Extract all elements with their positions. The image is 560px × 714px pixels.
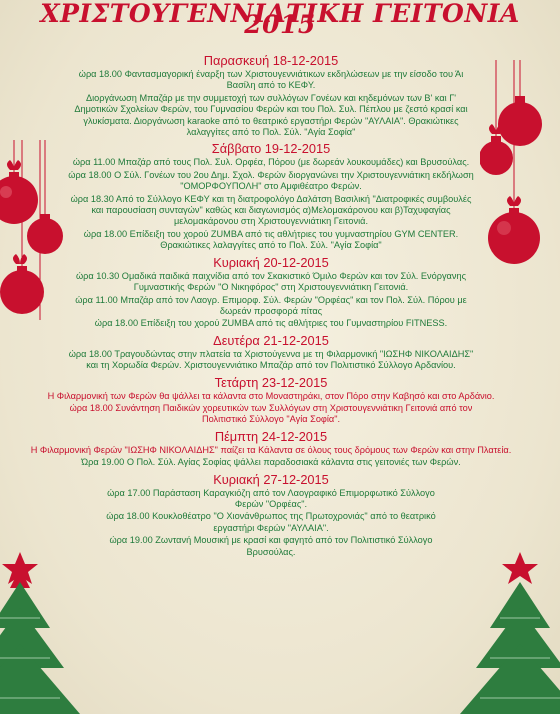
event-text: Ώρα 19.00 Ο Πολ. Σύλ. Αγίας Σοφίας ψάλλει παραδοσιακά κάλαντα στις γειτονιές των Φερών.	[81, 457, 461, 468]
day-heading: Παρασκευή 18-12-2015	[203, 53, 339, 68]
day-section	[66, 255, 476, 330]
event-text: ώρα 18.00 Τραγουδώντας στην πλατεία τα Χριστούγεννα με τη Φιλαρμονική "ΙΩΣΗΦ ΝΙΚΟΛΑΙΔΗΣ" και τη Χορωδία Φερών. Χριστουγεννιάτικο Μπαζάρ από τον Πολιτιστικό Σύλλογο Αρδανίου.	[68, 348, 474, 371]
ornament-ball-icon	[498, 96, 542, 146]
event-text: ώρα 18.30 Από το Σύλλογο ΚΕΦΥ και τη διατροφολόγο Δαλάτση Βασιλική "Διατροφικές συμβουλές και παρουσίαση συνταγών" καθώς και διαγωνισμός α)Μελομακάρονου και β)Ταχυφαγίας μελομακάρονου στη Χριστουγεννιάτικη Γειτονιά.	[70, 193, 472, 227]
day-section	[47, 374, 495, 426]
event-text: ώρα 19.00 Ζωντανή Μουσική με κρασί και φαγητό από τον Πολιτιστικό Σύλλογο Βρυσούλας.	[109, 535, 433, 557]
day-section	[66, 333, 476, 372]
ornament-ball-icon	[27, 214, 63, 254]
event-text: ώρα 18.00 Επίδειξη του χορού ZUMBA από τις αθλήτριες του γυμναστηρίου GYM CENTER. Θρακιώτικες λαλαγγίτες από το Πολ. Σύλ. "Αγία Σοφία"	[83, 228, 459, 251]
day-heading: Κυριακή 20-12-2015	[213, 254, 329, 270]
event-text: ώρα 18.00 Επίδειξη του χορού ZUMBA από τις αθλήτριες του Γυμναστηρίου FITNESS.	[94, 318, 448, 329]
event-text: Διοργάνωση Μπαζάρ με την συμμετοχή των συλλόγων Γονέων και κηδεμόνων των Β' και Γ' Δημοτικών Σχολείων Φερών, του Γυμνασίου Φερών και του Πολ. Συλ. Πέπλου με ζεστό κρασί και γλυκίσματα. Διοργάνωση karaoke από το θεατρικό εργαστήρι Φερών "ΑΥΛΑΙΑ". Θρακιώτικες λαλαγγίτες από το Πολ. Σύλ. "Αγία Σοφία"	[74, 92, 468, 138]
christmas-tree-left-icon	[0, 548, 90, 714]
event-text: ώρα 10.30 Ομαδικά παιδικά παιχνίδια από τον Σκακιστικό Όμιλο Φερών και τον Σύλ. Ενόργανης Γυμναστικής Φερών "Ο Νικηφόρος" στη Χριστουγεννιάτικη Γειτονιά.	[76, 270, 466, 293]
event-text: ώρα 18.00 Συνάντηση Παιδικών χορευτικών των Συλλόγων στη Χριστουγεννιάτικη Γειτονιά από τον Πολιτιστικό Σύλλογο "Αγία Σοφία".	[69, 402, 473, 425]
event-text: ώρα 17.00 Παράσταση Καραγκιόζη από τον Λαογραφικό Επιμορφωτικό Σύλλογο Φερών "Ορφέας".	[107, 487, 435, 509]
day-heading: Πέμπτη 24-12-2015	[214, 428, 328, 444]
event-text: ώρα 18.00 Κουκλοθέατρο "Ο Χιονάνθρωπος της Πρωτοχρονιάς" από το θεατρικό εργαστήρι Φερών "ΑΥΛΑΙΑ".	[106, 511, 436, 533]
christmas-ornaments-left	[0, 140, 70, 480]
event-text: ώρα 11.00 Μπαζάρ από τους Πολ. Συλ. Ορφέα, Πόρου (με δωρεάν λουκουμάδες) και Βρυσούλας.	[72, 157, 470, 168]
ornament-ball-icon	[0, 172, 38, 224]
event-text: ώρα 18.00 Φαντασμαγορική έναρξη των Χριστουγεννιάτικων εκδηλώσεων με την είσοδο του Άι Βασίλη από το ΚΕΦΥ.	[78, 69, 464, 91]
poster-title: ΧΡΙΣΤΟΥΓΕΝΝΙΑΤΙΚΗ ΓΕΙΤΟΝΙΑ 2015	[40, 0, 520, 40]
day-section	[30, 428, 512, 469]
event-text: ώρα 11.00 Μπαζάρ από τον Λαογρ. Επιμορφ. Σύλ. Φερών "Ορφέας" και τον Πολ. Σύλ. Πόρου με δωρεάν προσφορά πίτας	[75, 294, 467, 316]
event-text: ώρα 18.00 Ο Σύλ. Γονέων του 2ου Δημ. Σχολ. Φερών διοργανώνει την Χριστουγεννιάτικη εκδήλωση "ΟΜΟΡΦΟΥΠΟΛΗ" στο Αμφιθέατρο Φερών.	[68, 169, 474, 192]
day-section	[66, 141, 476, 251]
day-heading: Δευτέρα 21-12-2015	[213, 332, 329, 348]
ornament-ball-icon	[488, 208, 540, 264]
christmas-ornaments-right	[480, 60, 560, 290]
christmas-tree-right-icon	[460, 548, 560, 714]
day-heading: Τετάρτη 23-12-2015	[214, 374, 328, 390]
schedule	[30, 50, 512, 559]
ornament-ball-icon	[0, 266, 44, 314]
day-section	[66, 472, 476, 558]
event-text: Η Φιλαρμονική των Φερών θα ψάλλει τα κάλαντα στο Μοναστηράκι, στον Πόρο στην Καβησό και στο Αρδάνιο.	[47, 390, 495, 401]
event-text: Η Φιλαρμονική Φερών "ΙΩΣΗΦ ΝΙΚΟΛΑΙΔΗΣ" παίζει τα Κάλαντα σε όλους τους δρόμους των Φερών και στην Πλατεία.	[30, 444, 512, 455]
day-section	[66, 53, 476, 138]
day-heading: Κυριακή 27-12-2015	[213, 471, 329, 487]
day-heading: Σάββατο 19-12-2015	[211, 141, 331, 157]
